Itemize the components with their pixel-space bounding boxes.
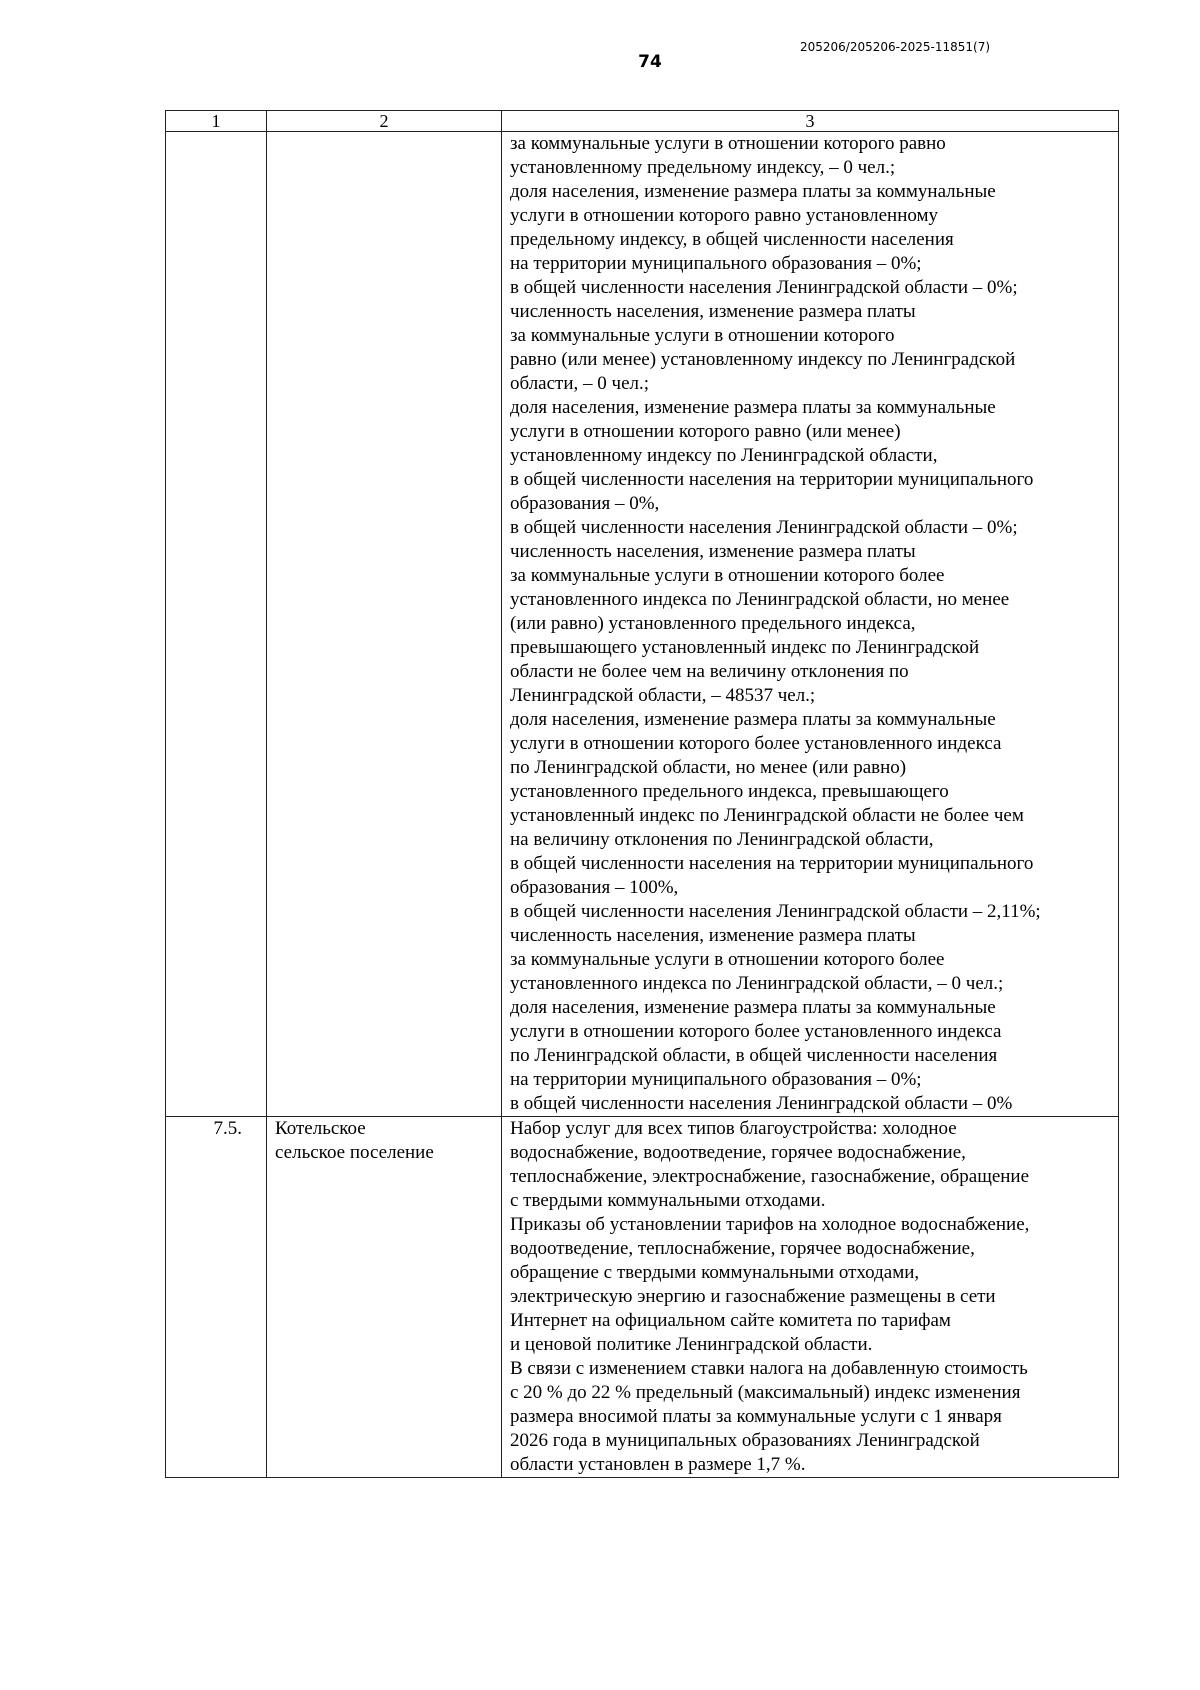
data-table	[165, 110, 1119, 1478]
content-line: доля населения, изменение размера платы за коммунальные	[510, 181, 996, 202]
content-line: в общей численности населения на территории муниципального	[510, 853, 1034, 874]
content-line: услуги в отношении которого равно установленному	[510, 205, 939, 226]
content-line: области, – 0 чел.;	[510, 373, 650, 394]
content-line: за коммунальные услуги в отношении которого более	[510, 565, 945, 586]
column-header-1: 1	[166, 111, 267, 132]
content-line: услуги в отношении которого равно (или менее)	[510, 421, 901, 442]
content-line: установленному предельному индексу, – 0 чел.;	[510, 157, 896, 178]
row-number	[166, 132, 267, 1117]
content-line: Интернет на официальном сайте комитета по тарифам	[510, 1310, 951, 1331]
content-line: за коммунальные услуги в отношении которого более	[510, 949, 945, 970]
document-id: 205206/205206-2025-11851(7)	[800, 40, 991, 54]
content-line: теплоснабжение, электроснабжение, газоснабжение, обращение	[510, 1166, 1030, 1187]
content-line: по Ленинградской области, но менее (или равно)	[510, 757, 907, 778]
content-line: водоотведение, теплоснабжение, горячее водоснабжение,	[510, 1238, 975, 1259]
content-line: на территории муниципального образования – 0%;	[510, 1069, 922, 1090]
content-line: в общей численности населения Ленинградской области – 2,11%;	[510, 901, 1041, 922]
content-line: Ленинградской области, – 48537 чел.;	[510, 685, 816, 706]
content-line: (или равно) установленного предельного индекса,	[510, 613, 916, 634]
column-header-3: 3	[502, 111, 1119, 132]
content-line: области установлен в размере 1,7 %.	[510, 1454, 806, 1475]
content-line: установленного индекса по Ленинградской области, но менее	[510, 589, 1010, 610]
content-line: установленного индекса по Ленинградской области, – 0 чел.;	[510, 973, 1004, 994]
name-line: Котельское	[275, 1118, 366, 1139]
content-line: доля населения, изменение размера платы за коммунальные	[510, 397, 996, 418]
content-line: в общей численности населения Ленинградской области – 0%	[510, 1093, 1013, 1114]
content-line: образования – 0%,	[510, 493, 660, 514]
content-line: доля населения, изменение размера платы за коммунальные	[510, 709, 996, 730]
content-line: электрическую энергию и газоснабжение размещены в сети	[510, 1286, 996, 1307]
content-line: образования – 100%,	[510, 877, 679, 898]
content-line: за коммунальные услуги в отношении которого равно	[510, 133, 946, 154]
content-line: 2026 года в муниципальных образованиях Ленинградской	[510, 1430, 980, 1451]
content-line: по Ленинградской области, в общей численности населения	[510, 1045, 998, 1066]
content-line: услуги в отношении которого более установленного индекса	[510, 733, 1002, 754]
content-line: области не более чем на величину отклонения по	[510, 661, 909, 682]
row-number: 7.5.	[166, 1117, 267, 1478]
row-content	[502, 1117, 1119, 1478]
content-line: установленный индекс по Ленинградской области не более чем	[510, 805, 1024, 826]
column-header-2: 2	[267, 111, 502, 132]
content-line: за коммунальные услуги в отношении которого	[510, 325, 895, 346]
content-line: В связи с изменением ставки налога на добавленную стоимость	[510, 1358, 1028, 1379]
row-content	[502, 132, 1119, 1117]
table-header-row	[166, 111, 1119, 132]
content-line: с твердыми коммунальными отходами.	[510, 1190, 826, 1211]
content-line: численность населения, изменение размера платы	[510, 541, 916, 562]
content-line: Набор услуг для всех типов благоустройства: холодное	[510, 1118, 957, 1139]
content-line: в общей численности населения Ленинградской области – 0%;	[510, 277, 1018, 298]
table-row	[166, 132, 1119, 1117]
table-row	[166, 1117, 1119, 1478]
content-line: в общей численности населения на территории муниципального	[510, 469, 1034, 490]
row-name	[267, 1117, 502, 1478]
name-line: сельское поселение	[275, 1142, 434, 1163]
content-line: установленного предельного индекса, превышающего	[510, 781, 949, 802]
content-line: услуги в отношении которого более установленного индекса	[510, 1021, 1002, 1042]
content-line: в общей численности населения Ленинградской области – 0%;	[510, 517, 1018, 538]
content-line: на территории муниципального образования – 0%;	[510, 253, 922, 274]
content-line: размера вносимой платы за коммунальные услуги с 1 января	[510, 1406, 1002, 1427]
page-number: 74	[638, 52, 662, 72]
content-line: предельному индексу, в общей численности населения	[510, 229, 954, 250]
content-line: численность населения, изменение размера платы	[510, 925, 916, 946]
content-line: превышающего установленный индекс по Ленинградской	[510, 637, 980, 658]
row-name	[267, 132, 502, 1117]
content-line: на величину отклонения по Ленинградской области,	[510, 829, 934, 850]
content-line: равно (или менее) установленному индексу по Ленинградской	[510, 349, 1016, 370]
content-line: установленному индексу по Ленинградской области,	[510, 445, 938, 466]
content-line: и ценовой политике Ленинградской области.	[510, 1334, 873, 1355]
content-line: обращение с твердыми коммунальными отходами,	[510, 1262, 920, 1283]
content-line: Приказы об установлении тарифов на холодное водоснабжение,	[510, 1214, 1030, 1235]
content-line: доля населения, изменение размера платы за коммунальные	[510, 997, 996, 1018]
content-line: численность населения, изменение размера платы	[510, 301, 916, 322]
content-line: с 20 % до 22 % предельный (максимальный) индекс изменения	[510, 1382, 1021, 1403]
content-line: водоснабжение, водоотведение, горячее водоснабжение,	[510, 1142, 966, 1163]
